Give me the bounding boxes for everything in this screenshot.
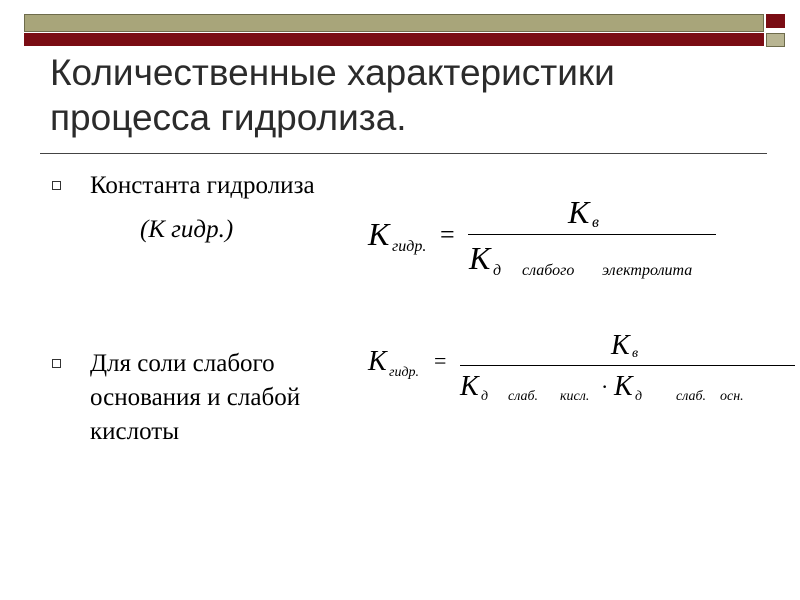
title-divider bbox=[40, 153, 767, 154]
header-olive-bar bbox=[24, 14, 764, 32]
bullet-1-subtext: (К гидр.) bbox=[140, 216, 234, 243]
header-corner-dark-square bbox=[766, 14, 785, 28]
bullet-2-text: Для соли слабого основания и слабой кислоты bbox=[90, 350, 301, 445]
slide-title: Количественные характеристики процесса гидролиза. bbox=[50, 52, 615, 138]
bullet-1-text: Константа гидролиза bbox=[90, 172, 315, 199]
formula-2-lhs-sub: гидр. bbox=[389, 365, 420, 380]
formula-2-num-sub: в bbox=[632, 346, 639, 361]
bullet-square-icon bbox=[52, 181, 61, 190]
formula-2-fraction-bar bbox=[460, 365, 795, 366]
formula-2-den1-sub: д bbox=[481, 389, 489, 404]
formula-2-den1-word-1: слаб. bbox=[508, 389, 539, 404]
formula-2-den2-word-2: осн. bbox=[720, 389, 744, 404]
formula-1-lhs-symbol: К bbox=[368, 216, 390, 252]
header-corner-olive-square bbox=[766, 33, 785, 47]
bullet-square-icon bbox=[52, 359, 61, 368]
formula-2-den1-symbol: К bbox=[460, 371, 479, 402]
formula-2-den2-symbol: К bbox=[614, 371, 633, 402]
header-dark-bar bbox=[24, 33, 764, 46]
formula-1-num-symbol: К bbox=[568, 194, 590, 230]
formula-1-den-word-2: электролита bbox=[602, 262, 693, 279]
formula-2-den2-sub: д bbox=[635, 389, 643, 404]
formula-1-den-sub: д bbox=[493, 262, 502, 279]
formula-1-den-word-1: слабого bbox=[522, 262, 575, 279]
formula-2-equals: = bbox=[434, 348, 447, 373]
formula-2-den1-word-2: кисл. bbox=[560, 389, 590, 404]
formula-2-lhs-symbol: К bbox=[368, 346, 387, 377]
formula-1-fraction-bar bbox=[468, 234, 716, 235]
formula-2-num-symbol: К bbox=[611, 330, 630, 361]
formula-1-num-sub: в bbox=[592, 214, 599, 231]
formula-1-lhs-sub: гидр. bbox=[392, 238, 427, 255]
formula-2-dot: · bbox=[601, 374, 609, 399]
formula-1-equals: = bbox=[440, 220, 455, 249]
formula-2-den2-word-1: слаб. bbox=[676, 389, 707, 404]
formula-1-den-symbol: К bbox=[469, 240, 491, 276]
